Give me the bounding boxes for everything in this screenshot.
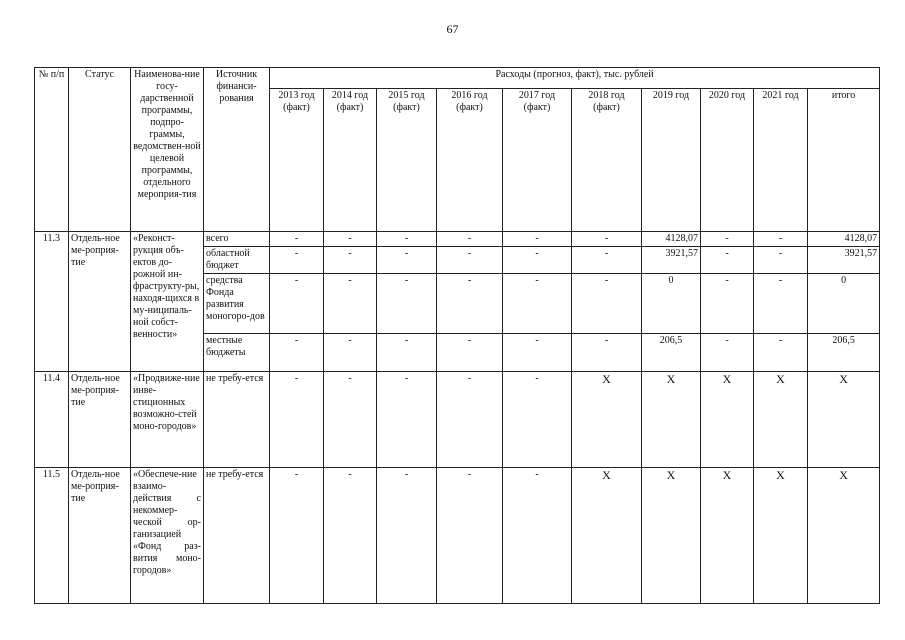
header-name: Наименова-ние госу-дарственной программы, подпро-граммы, ведомствен-ной целевой программы, отдельного мероприя-тия — [131, 68, 204, 232]
value-cell: - — [437, 468, 503, 604]
value-cell: - — [437, 247, 503, 274]
table-row — [35, 232, 880, 247]
value-cell: - — [437, 372, 503, 468]
row-num: 11.5 — [35, 468, 69, 604]
value-cell: - — [377, 274, 437, 334]
year-2021: 2021 год — [754, 89, 808, 232]
value-cell: - — [754, 274, 808, 334]
source-label: всего — [204, 232, 270, 247]
value-cell: - — [377, 372, 437, 468]
year-2019: 2019 год — [642, 89, 701, 232]
value-cell: - — [270, 232, 324, 247]
value-cell: X — [808, 372, 880, 468]
value-cell: - — [754, 334, 808, 372]
value-cell: - — [572, 274, 642, 334]
budget-table — [34, 67, 880, 604]
value-cell: - — [503, 468, 572, 604]
value-cell: - — [270, 468, 324, 604]
value-cell: - — [377, 334, 437, 372]
header-row — [35, 68, 880, 89]
value-cell: - — [324, 232, 377, 247]
year-total: итого — [808, 89, 880, 232]
value-cell: - — [754, 232, 808, 247]
value-cell: 4128,07 — [808, 232, 880, 247]
value-cell: 206,5 — [808, 334, 880, 372]
row-status: Отдель-ное ме-роприя-тие — [69, 232, 131, 372]
value-cell: - — [572, 247, 642, 274]
row-name: «Продвиже-ние инве-стиционных возможно-стей моно-городов» — [131, 372, 204, 468]
value-cell: X — [701, 372, 754, 468]
value-cell: - — [324, 468, 377, 604]
value-cell: - — [701, 274, 754, 334]
header-num: № п/п — [35, 68, 69, 232]
value-cell: 3921,57 — [808, 247, 880, 274]
value-cell: - — [701, 232, 754, 247]
value-cell: 0 — [642, 274, 701, 334]
row-status: Отдель-ное ме-роприя-тие — [69, 468, 131, 604]
value-cell: X — [572, 468, 642, 604]
value-cell: X — [754, 372, 808, 468]
year-2020: 2020 год — [701, 89, 754, 232]
value-cell: - — [572, 232, 642, 247]
value-cell: - — [324, 334, 377, 372]
value-cell: - — [324, 247, 377, 274]
value-cell: - — [270, 372, 324, 468]
year-2018: 2018 год (факт) — [572, 89, 642, 232]
source-label: не требу-ется — [204, 468, 270, 604]
value-cell: - — [572, 334, 642, 372]
value-cell: - — [754, 247, 808, 274]
year-2017: 2017 год (факт) — [503, 89, 572, 232]
row-name: «Реконст-рукция объ-ектов до-рожной ин-фраструкту-ры, находя-щихся в му-ниципаль-ной собст-венности» — [131, 232, 204, 372]
value-cell: - — [270, 247, 324, 274]
value-cell: - — [437, 274, 503, 334]
value-cell: X — [642, 468, 701, 604]
value-cell: - — [503, 232, 572, 247]
value-cell: 206,5 — [642, 334, 701, 372]
value-cell: X — [572, 372, 642, 468]
value-cell: 4128,07 — [642, 232, 701, 247]
value-cell: - — [503, 334, 572, 372]
source-label: средства Фонда развития моногоро-дов — [204, 274, 270, 334]
value-cell: - — [503, 247, 572, 274]
value-cell: - — [503, 274, 572, 334]
source-label: местные бюджеты — [204, 334, 270, 372]
year-2015: 2015 год (факт) — [377, 89, 437, 232]
value-cell: - — [377, 232, 437, 247]
header-expenses: Расходы (прогноз, факт), тыс. рублей — [270, 68, 880, 89]
value-cell: X — [642, 372, 701, 468]
source-label: не требу-ется — [204, 372, 270, 468]
value-cell: - — [437, 232, 503, 247]
row-num: 11.4 — [35, 372, 69, 468]
value-cell: - — [503, 372, 572, 468]
value-cell: - — [324, 274, 377, 334]
value-cell: - — [270, 274, 324, 334]
source-label: областной бюджет — [204, 247, 270, 274]
value-cell: X — [701, 468, 754, 604]
value-cell: 3921,57 — [642, 247, 701, 274]
page-number: 67 — [446, 22, 459, 36]
row-status: Отдель-ное ме-роприя-тие — [69, 372, 131, 468]
header-status: Статус — [69, 68, 131, 232]
value-cell: - — [437, 334, 503, 372]
year-2016: 2016 год (факт) — [437, 89, 503, 232]
value-cell: - — [377, 468, 437, 604]
value-cell: - — [701, 334, 754, 372]
value-cell: - — [701, 247, 754, 274]
table-row — [35, 372, 880, 468]
value-cell: X — [754, 468, 808, 604]
row-num: 11.3 — [35, 232, 69, 372]
value-cell: 0 — [808, 274, 880, 334]
value-cell: X — [808, 468, 880, 604]
table-row — [35, 468, 880, 604]
header-source: Источник финанси-рования — [204, 68, 270, 232]
value-cell: - — [324, 372, 377, 468]
value-cell: - — [270, 334, 324, 372]
year-2013: 2013 год (факт) — [270, 89, 324, 232]
value-cell: - — [377, 247, 437, 274]
year-2014: 2014 год (факт) — [324, 89, 377, 232]
row-name: «Обеспече-ние взаимо-действия с некоммер-ческой ор-ганизацией «Фонд раз-вития моно-городов» — [131, 468, 204, 604]
